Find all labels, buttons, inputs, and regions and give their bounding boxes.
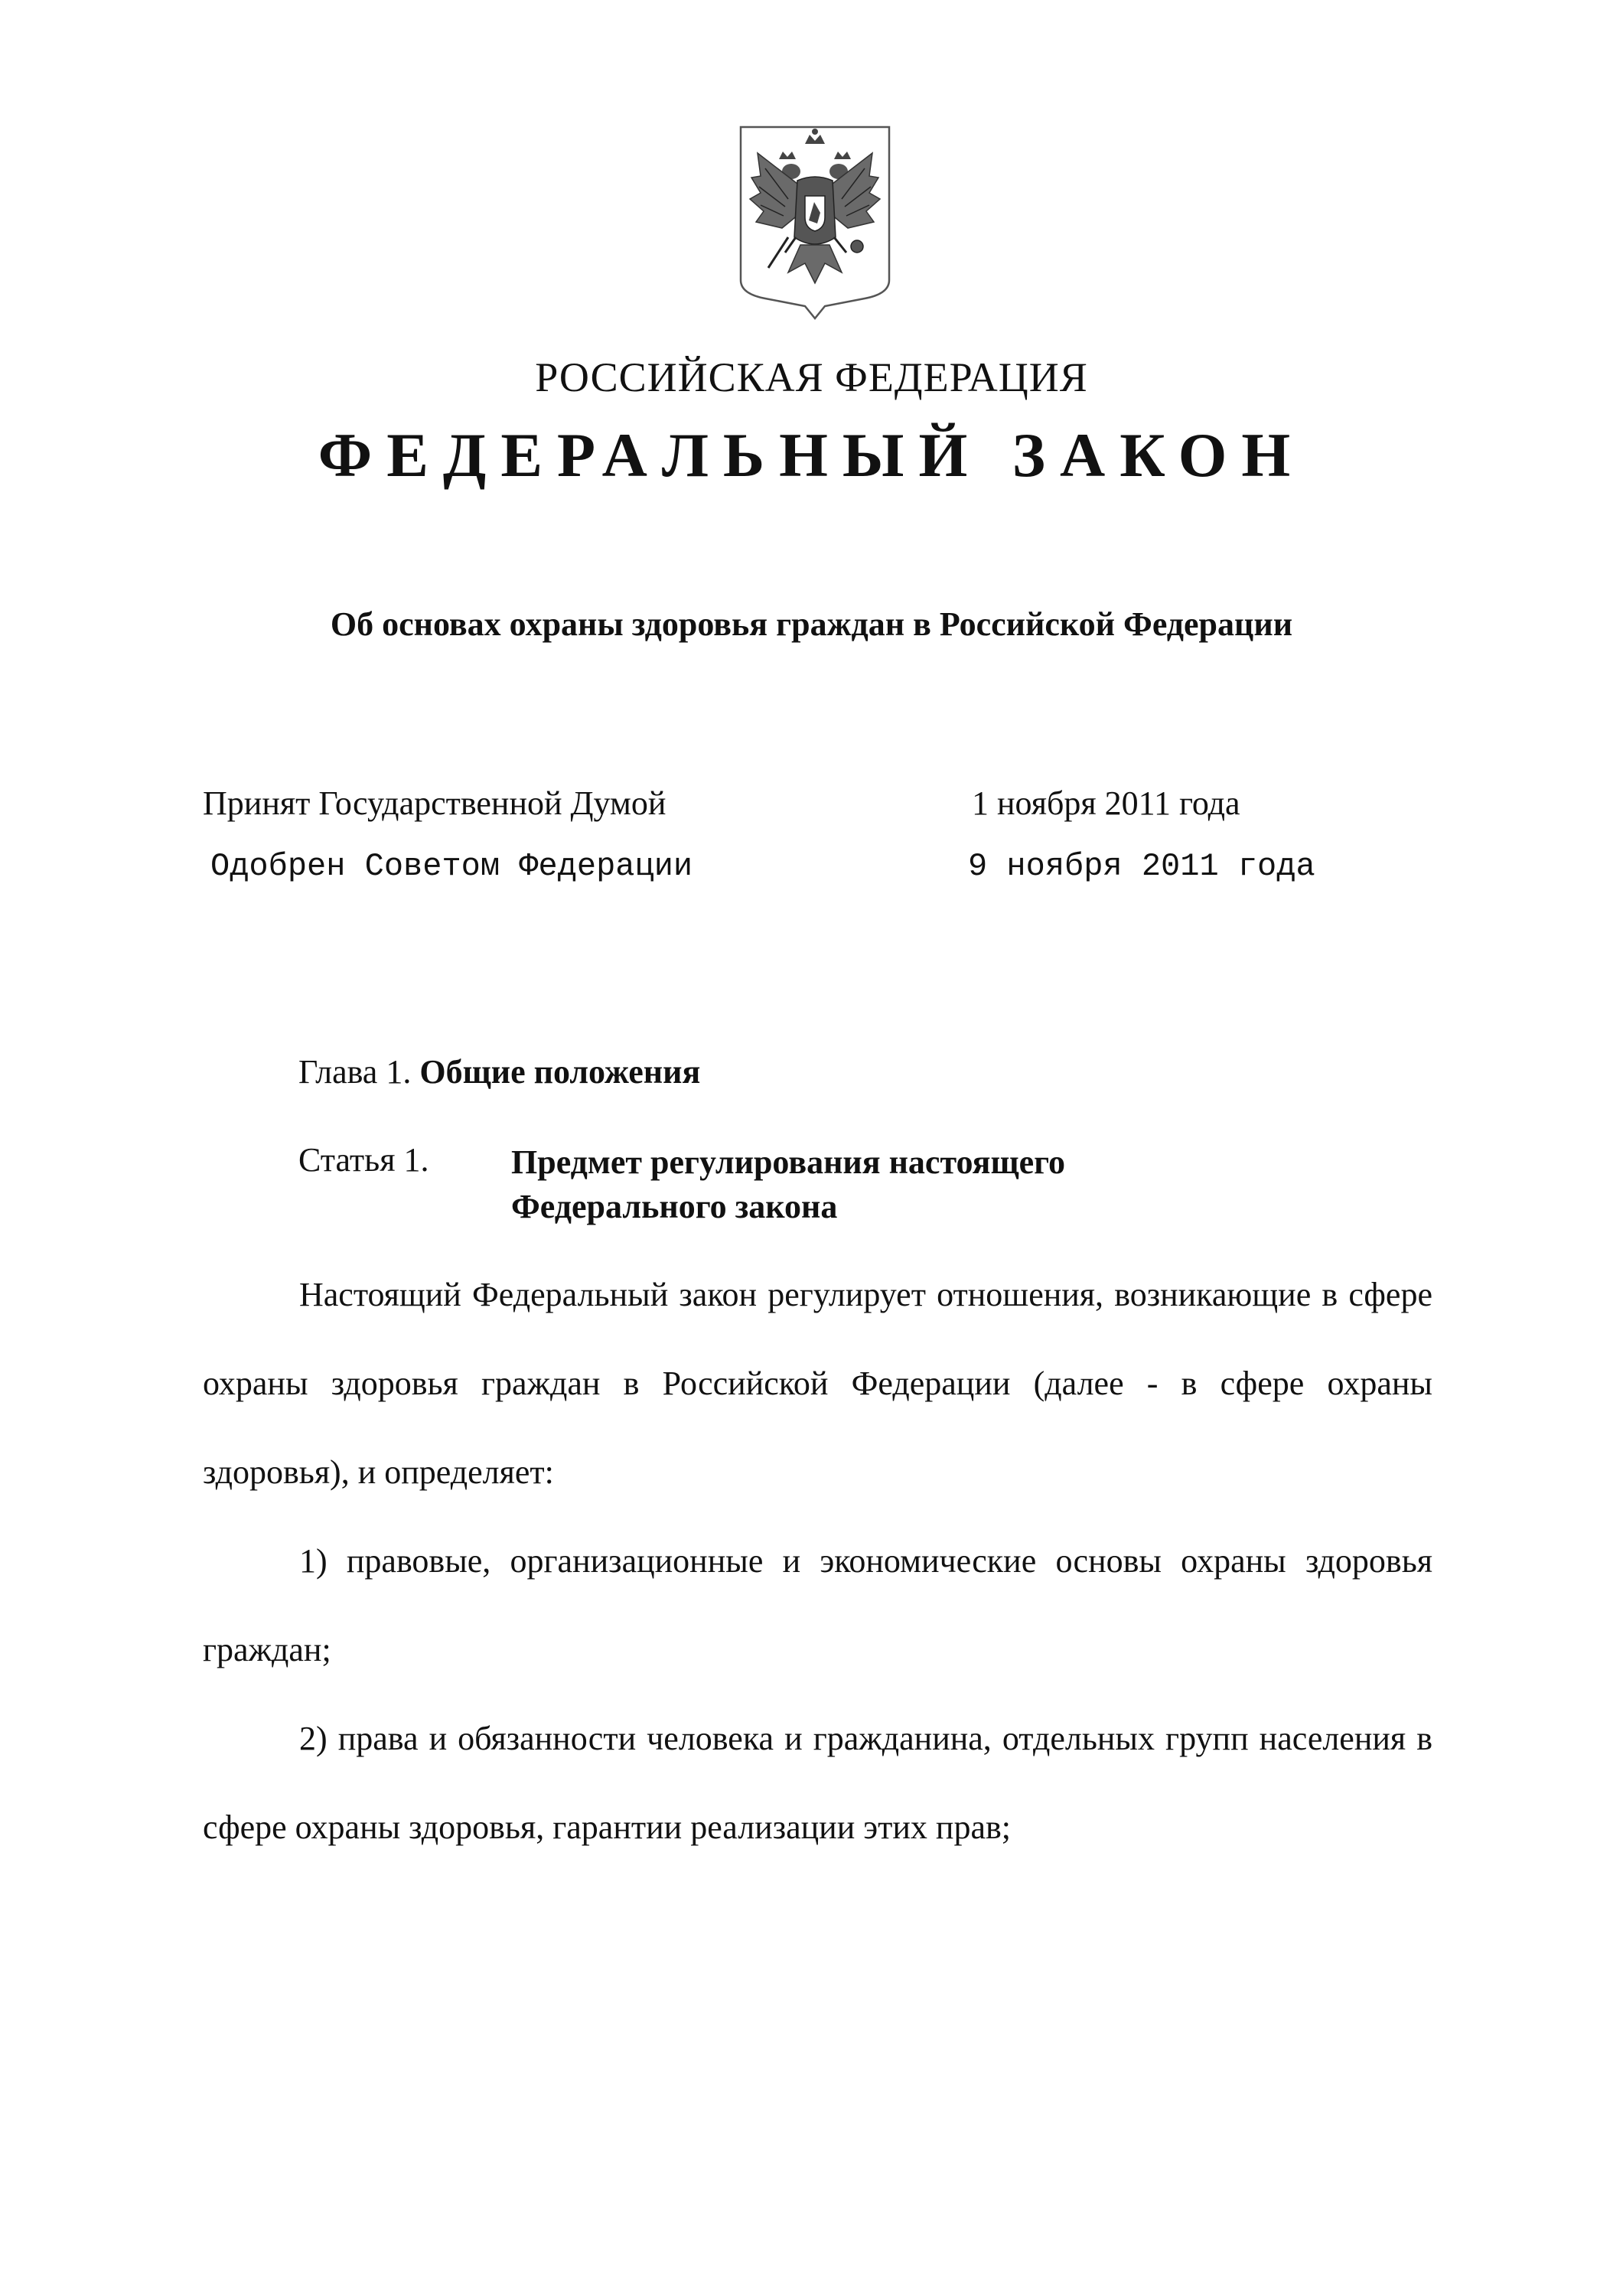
document-type: ФЕДЕРАЛЬНЫЙ ЗАКОН	[318, 420, 1305, 490]
chapter-title: Общие положения	[419, 1053, 701, 1091]
article-title	[511, 1140, 1065, 1229]
council-approval-date: 9 ноября 2011 года	[968, 848, 1315, 885]
body-paragraph-item-1: 1) правовые, организационные и экономические основы охраны здоровья граждан;	[203, 1542, 1432, 1668]
body-paragraph-item-2: 2) права и обязанности человека и гражданина, отдельных групп населения в сфере охраны здоровья, гарантии реализации этих прав;	[203, 1720, 1432, 1846]
chapter-prefix: Глава 1.	[298, 1053, 412, 1091]
country-name: РОССИЙСКАЯ ФЕДЕРАЦИЯ	[535, 354, 1088, 400]
article-title-line-1: Предмет регулирования настоящего	[511, 1143, 1066, 1181]
chapter-heading	[298, 1052, 700, 1091]
article-title-line-2: Федерального закона	[511, 1188, 838, 1225]
duma-adoption-label: Принят Государственной Думой	[203, 784, 666, 822]
council-approval-label: Одобрен Советом Федерации	[210, 848, 693, 885]
body-paragraph-intro: Настоящий Федеральный закон регулирует отношения, возникающие в сфере охраны здоровья граждан в Российской Федерации (далее - в сфере охраны здоровья), и определяет:	[203, 1276, 1432, 1491]
russian-coat-of-arms-icon	[735, 122, 895, 321]
article-number: Статья 1.	[298, 1141, 429, 1179]
duma-adoption-date: 1 ноября 2011 года	[972, 784, 1240, 822]
law-title: Об основах охраны здоровья граждан в Российской Федерации	[330, 605, 1293, 643]
